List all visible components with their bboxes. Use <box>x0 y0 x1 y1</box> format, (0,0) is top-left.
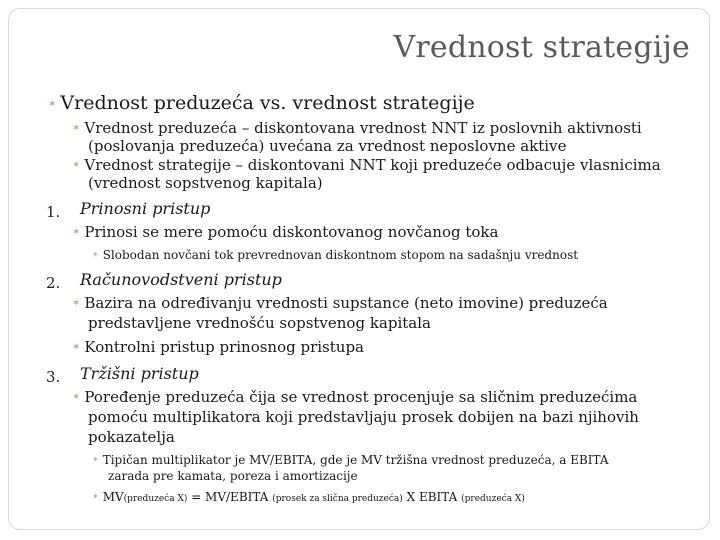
intro-bullet-1-cont: (poslovanja preduzeća) uvećana za vrednost neposlovne aktive <box>88 137 567 155</box>
bullet-icon: ✶ <box>72 123 81 134</box>
bullet-icon: ✶ <box>72 298 81 309</box>
heading-bullet: ✶ Vrednost preduzeća vs. vrednost strategije <box>48 92 475 114</box>
section-3-bullet-1-cont: pokazatelja <box>88 428 175 446</box>
section-2-bullet-1: ✶ Bazira na određivanju vrednosti supstance (neto imovine) preduzeća <box>72 294 608 312</box>
section-number: 1. <box>46 203 61 221</box>
bullet-icon: ✶ <box>72 392 81 403</box>
bullet-icon: ✶ <box>72 342 81 353</box>
section-3-subbullet-1: ✶ Tipičan multiplikator je MV/EBITA, gde je MV tržišna vrednost preduzeća, a EBITA <box>92 453 609 467</box>
section-2-bullet-2: ✶ Kontrolni pristup prinosnog pristupa <box>72 338 364 356</box>
section-1-subbullet: ✶ Slobodan novčani tok prevrednovan diskontnom stopom na sadašnju vrednost <box>92 248 579 262</box>
section-3-formula: ✶ MV(preduzeća X) = MV/EBITA (prosek za slična preduzeća) X EBITA (preduzeća X) <box>92 490 525 504</box>
section-3-bullet-1-cont: pomoću multiplikatora koji predstavljaju prosek dobijen na bazi njihovih <box>88 408 639 426</box>
section-3-subbullet-1-cont: zarada pre kamata, poreza i amortizacije <box>108 469 358 483</box>
bullet-icon: ✶ <box>48 99 57 110</box>
intro-bullet-1: ✶ Vrednost preduzeća – diskontovana vrednost NNT iz poslovnih aktivnosti <box>72 119 642 137</box>
intro-bullet-2-cont: (vrednost sopstvenog kapitala) <box>88 174 323 192</box>
section-2-bullet-1-cont: predstavljene vrednošću sopstvenog kapitala <box>88 314 431 332</box>
section-number: 3. <box>46 368 61 386</box>
section-3-bullet-1: ✶ Poređenje preduzeća čija se vrednost procenjuje sa sličnim preduzećima <box>72 388 638 406</box>
bullet-icon: ✶ <box>92 492 99 501</box>
section-heading: Računovodstveni pristup <box>80 270 282 289</box>
bullet-icon: ✶ <box>72 227 81 238</box>
section-number: 2. <box>46 274 61 292</box>
slide-title: Vrednost strategije <box>393 30 690 65</box>
bullet-icon: ✶ <box>72 160 81 171</box>
bullet-icon: ✶ <box>92 250 99 259</box>
section-heading: Tržišni pristup <box>80 364 199 383</box>
slide-frame <box>8 8 710 530</box>
intro-bullet-2: ✶ Vrednost strategije – diskontovani NNT koji preduzeće odbacuje vlasnicima <box>72 156 661 174</box>
section-1-bullet: ✶ Prinosi se mere pomoću diskontovanog novčanog toka <box>72 223 499 241</box>
bullet-icon: ✶ <box>92 455 99 464</box>
section-heading: Prinosni pristup <box>80 199 211 218</box>
